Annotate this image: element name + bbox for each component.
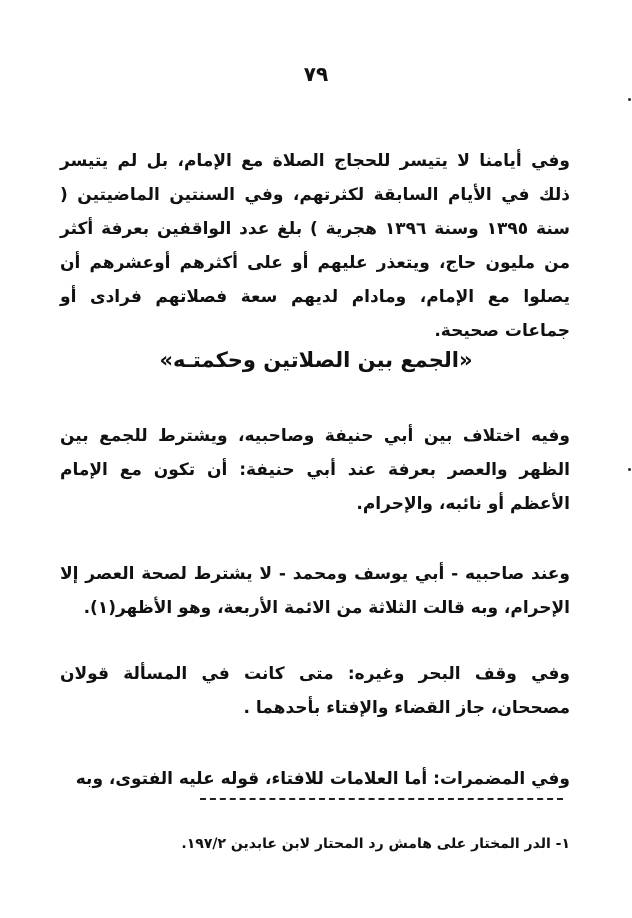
paragraph-pilgrims-prayer: وفي أيامنا لا يتيسر للحجاج الصلاة مع الإمام، بل لم يتيسر ذلك في الأيام السابقة لكثرتهم، وفي السنتين الماضيتين ( سنة ١٣٩٥ وسنة ١٣٩٦ هجرية ) بلغ عدد الواقفين بعرفة أكثر من مليون حاج، ويتعذر عليهم أو على أكثرهم أوعشرهم أن يصلوا مع الإمام، ومادام لديهم سعة فصلاتهم فرادى أو جماعات صحيحة.	[60, 151, 570, 341]
paragraph-mudmarat: وفي المضمرات: أما العلامات للافتاء، قوله عليه الفتوى، وبه	[75, 769, 570, 789]
scan-speck	[628, 98, 631, 101]
section-heading: «الجمع بين الصلاتين وحكمتـه»	[159, 348, 473, 372]
paragraph-waqf-al-bahr: وفي وقف البحر وغيره: متى كانت في المسألة قولان مصححان، جاز القضاء والإفتاء بأحدهما .	[60, 664, 570, 718]
page-number: ٧٩	[303, 62, 329, 86]
footnote: ١- الدر المختار على هامش رد المحتار لابن عابدين ١٩٧/٢.	[181, 836, 570, 852]
paragraph-abu-hanifa-condition: وفيه اختلاف بين أبي حنيفة وصاحبيه، ويشترط للجمع بين الظهر والعصر بعرفة عند أبي حنيفة: أن تكون مع الإمام الأعظم أو نائبه، والإحرام.	[60, 426, 570, 514]
footnote-separator	[200, 798, 563, 800]
paragraph-two-companions: وعند صاحبيه - أبي يوسف ومحمد - لا يشترط لصحة العصر إلا الإحرام، وبه قالت الثلاثة من الائمة الأربعة، وهو الأظهر(١).	[60, 564, 570, 618]
scan-speck	[628, 468, 631, 471]
